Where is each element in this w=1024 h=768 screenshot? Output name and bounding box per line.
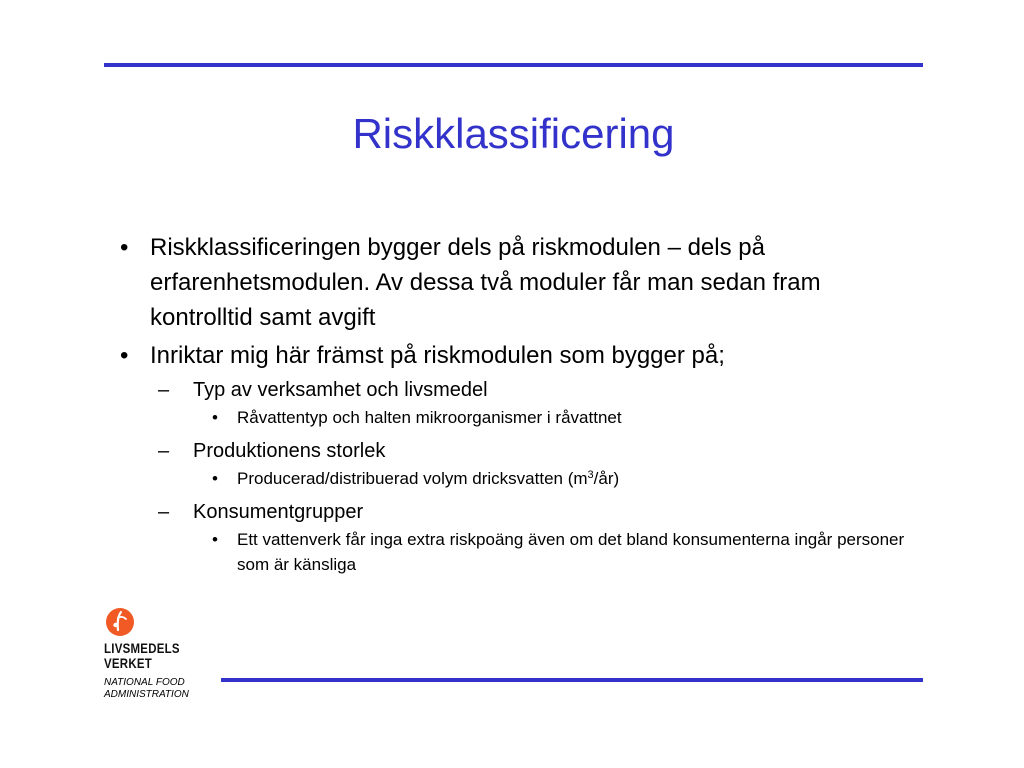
agency-logo xyxy=(104,606,224,701)
sub-sub-bullet-text: Råvattentyp och halten mikroorganismer i råvattnet xyxy=(237,408,622,427)
logo-english-name xyxy=(104,677,224,701)
bullet-mark: • xyxy=(120,342,129,369)
logo-name-line1: LIVSMEDELS xyxy=(104,640,180,656)
sub-sub-bullet-item xyxy=(120,405,910,430)
bullet-list xyxy=(120,230,910,584)
bullet-text: Riskklassificeringen bygger dels på riskmodulen – dels på erfarenhetsmodulen. Av dessa två moduler får man sedan fram kontrolltid samt avgift xyxy=(150,234,821,331)
sub-bullet-text: Konsumentgrupper xyxy=(193,501,364,523)
sub-bullet-text: Produktionens storlek xyxy=(193,440,386,462)
sub-bullet-item xyxy=(120,498,910,527)
sub-sub-bullet-item xyxy=(120,527,910,577)
livsmedelsverket-logo-icon xyxy=(105,606,135,638)
top-divider xyxy=(104,63,923,67)
logo-english-line2: ADMINISTRATION xyxy=(104,689,189,700)
logo-wordmark xyxy=(104,641,202,671)
volume-unit-text: /år) xyxy=(593,469,620,488)
bullet-mark: • xyxy=(212,530,218,549)
logo-english-line1: NATIONAL FOOD xyxy=(104,677,185,688)
volume-text: Producerad/distribuerad volym dricksvatten (m xyxy=(237,469,588,488)
dash-mark: – xyxy=(158,501,170,523)
bullet-mark: • xyxy=(212,469,218,488)
sub-bullet-text: Typ av verksamhet och livsmedel xyxy=(193,379,488,401)
dash-mark: – xyxy=(158,379,170,401)
bullet-item xyxy=(120,338,910,373)
bottom-divider xyxy=(221,678,923,682)
logo-name-line2: VERKET xyxy=(104,655,153,671)
bullet-item xyxy=(120,230,910,335)
sub-sub-bullet-text xyxy=(237,469,619,488)
sub-sub-bullet-text: Ett vattenverk får inga extra riskpoäng även om det bland konsumenterna ingår personer som är känsliga xyxy=(237,530,905,574)
sub-sub-bullet-item xyxy=(120,466,910,491)
bullet-text: Inriktar mig här främst på riskmodulen som bygger på; xyxy=(150,342,725,369)
sub-bullet-item xyxy=(120,376,910,405)
superscript: 3 xyxy=(587,469,594,481)
sub-bullet-item xyxy=(120,437,910,466)
slide-title: Riskklassificering xyxy=(352,110,675,157)
dash-mark: – xyxy=(158,440,170,462)
bullet-mark: • xyxy=(120,234,129,261)
bullet-mark: • xyxy=(212,408,218,427)
